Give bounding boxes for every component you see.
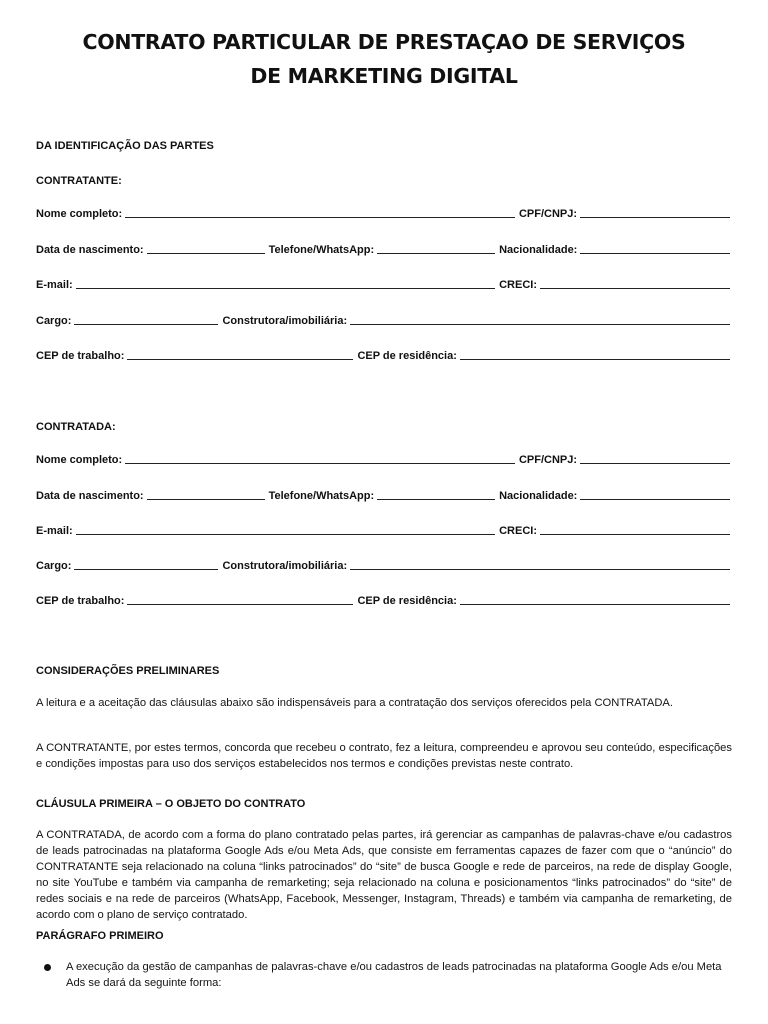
contratante-row-email — [36, 279, 730, 291]
contratada-cep-residencia-label: CEP de residência: — [357, 595, 457, 607]
contratante-nascimento-field[interactable] — [147, 253, 265, 254]
contratante-construtora-field[interactable] — [350, 324, 730, 325]
preliminary-paragraph-2: A CONTRATANTE, por estes termos, concorda que recebeu o contrato, fez a leitura, compreendeu e aprovou seu conteúdo, especificações e condições impostas para uso dos serviços estabelecidos nos termos e condições previstas neste contrato. — [36, 742, 732, 770]
contratada-telefone-label: Telefone/WhatsApp: — [268, 490, 375, 502]
contratante-cep-trabalho-field[interactable] — [127, 359, 353, 360]
contratante-row-nome — [36, 208, 730, 220]
contratada-email-field[interactable] — [76, 534, 495, 535]
contratada-cep-residencia-field[interactable] — [460, 604, 730, 605]
contratada-email-label: E-mail: — [36, 525, 73, 537]
contratante-cep-trabalho-label: CEP de trabalho: — [36, 350, 125, 362]
contratada-creci-label: CRECI: — [499, 525, 537, 537]
contratante-nascimento-label: Data de nascimento: — [36, 244, 144, 256]
contratante-construtora-label: Construtora/imobiliária: — [222, 315, 348, 327]
contratante-creci-label: CRECI: — [499, 279, 537, 291]
contratada-row-nascimento — [36, 490, 730, 502]
contratante-row-nascimento — [36, 244, 730, 256]
contratante-nacionalidade-label: Nacionalidade: — [499, 244, 578, 256]
paragraph1-bullet-item — [44, 959, 732, 991]
contratada-creci-field[interactable] — [540, 534, 730, 535]
contratada-nacionalidade-label: Nacionalidade: — [499, 490, 578, 502]
contratada-row-cargo — [36, 560, 730, 572]
contratada-nome-label: Nome completo: — [36, 454, 123, 466]
contratada-row-cep — [36, 595, 730, 607]
contratada-nascimento-field[interactable] — [147, 499, 265, 500]
contratada-cpf-field[interactable] — [580, 463, 730, 464]
contratante-heading: CONTRATANTE: — [36, 175, 122, 187]
contratante-creci-field[interactable] — [540, 288, 730, 289]
contratante-telefone-field[interactable] — [377, 253, 495, 254]
contratante-cep-residencia-field[interactable] — [460, 359, 730, 360]
contratada-nascimento-label: Data de nascimento: — [36, 490, 144, 502]
contratante-nacionalidade-field[interactable] — [580, 253, 730, 254]
contratante-email-field[interactable] — [76, 288, 495, 289]
contratante-telefone-label: Telefone/WhatsApp: — [268, 244, 375, 256]
contratada-cargo-label: Cargo: — [36, 560, 72, 572]
contratante-cpf-field[interactable] — [580, 217, 730, 218]
contratada-cep-trabalho-field[interactable] — [127, 604, 353, 605]
clause1-paragraph: A CONTRATADA, de acordo com a forma do plano contratado pelas partes, irá gerenciar as campanhas de palavras-chave e/ou cadastros de leads patrocinadas na plataforma Google Ads e/ou Meta Ads, que consiste em ferramentas capazes de fazer com que o “anúncio” do CONTRATANTE seja relacionado na coluna “links patrocinados” do “site” de busca Google e rede de parceiros, na rede de display Google, no site YouTube e também via campanha de remarketing; seja relacionado na coluna e posicionamentos “links patrocinados” do “site” de redes sociais e na rede de parceiros (WhatsApp, Facebook, Messenger, Instagram, Threads) e também via campanha de remarketing, de acordo com o plano de serviço contratado. — [36, 829, 732, 921]
contratada-row-email — [36, 525, 730, 537]
contratante-cargo-label: Cargo: — [36, 315, 72, 327]
contract-title-line2: DE MARKETING DIGITAL — [250, 64, 518, 88]
paragraph1-heading: PARÁGRAFO PRIMEIRO — [36, 930, 164, 942]
contratante-row-cep — [36, 350, 730, 362]
preliminary-heading: CONSIDERAÇÕES PRELIMINARES — [36, 665, 220, 677]
contratada-row-nome — [36, 454, 730, 466]
contratante-nome-field[interactable] — [125, 217, 515, 218]
contratante-cpf-label: CPF/CNPJ: — [518, 208, 577, 220]
contratante-cep-residencia-label: CEP de residência: — [357, 350, 457, 362]
paragraph1-bullet-text: A execução da gestão de campanhas de palavras-chave e/ou cadastros de leads patrocinadas na plataforma Google Ads e/ou Meta Ads se dará da seguinte forma: — [66, 961, 722, 989]
contratada-telefone-field[interactable] — [377, 499, 495, 500]
contract-title-line1: CONTRATO PARTICULAR DE PRESTAÇAO DE SERVIÇOS — [82, 30, 686, 54]
contratada-nome-field[interactable] — [125, 463, 515, 464]
contratada-cpf-label: CPF/CNPJ: — [518, 454, 577, 466]
bullet-dot-icon — [44, 964, 51, 971]
contratante-row-cargo — [36, 315, 730, 327]
contratada-cargo-field[interactable] — [74, 569, 218, 570]
preliminary-paragraph-1: A leitura e a aceitação das cláusulas abaixo são indispensáveis para a contratação dos serviços oferecidos pela CONTRATADA. — [36, 697, 673, 709]
contratante-cargo-field[interactable] — [74, 324, 218, 325]
contratada-construtora-field[interactable] — [350, 569, 730, 570]
contratante-email-label: E-mail: — [36, 279, 73, 291]
clause1-heading: CLÁUSULA PRIMEIRA – O OBJETO DO CONTRATO — [36, 798, 306, 810]
contratada-heading: CONTRATADA: — [36, 421, 116, 433]
contratante-nome-label: Nome completo: — [36, 208, 123, 220]
contratada-construtora-label: Construtora/imobiliária: — [222, 560, 348, 572]
identification-heading: DA IDENTIFICAÇÃO DAS PARTES — [36, 140, 214, 152]
contratada-nacionalidade-field[interactable] — [580, 499, 730, 500]
contratada-cep-trabalho-label: CEP de trabalho: — [36, 595, 125, 607]
